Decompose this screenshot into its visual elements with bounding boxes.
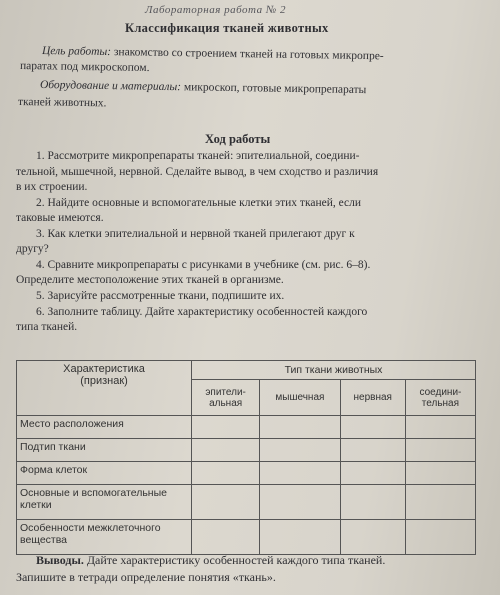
conclusion-text-1: Дайте характеристику особенностей каждого типа тканей.	[86, 553, 386, 567]
row-label-cell-shape: Форма клеток	[17, 462, 192, 485]
equipment-text-2: тканей животных.	[17, 96, 107, 110]
row-label-main-cells: Основные и вспомогательные клетки	[17, 485, 192, 520]
table-cell	[340, 439, 405, 462]
goal-text-1: знакомство со строением тканей на готовых микропре-	[113, 46, 384, 63]
table-cell	[192, 416, 260, 439]
step-line: тельной, мышечной, нервной. Сделайте вывод, в чем сходство и различия	[16, 166, 379, 178]
conclusion-text-2: Запишите в тетради определение понятия «ткань».	[16, 570, 276, 584]
table-cell	[405, 416, 475, 439]
table-cell	[405, 485, 475, 520]
table-row	[17, 439, 476, 462]
step-line: в их строении.	[16, 181, 88, 193]
table-cell	[340, 485, 405, 520]
row-label-subtype: Подтип ткани	[17, 439, 192, 462]
table-cell	[340, 520, 405, 555]
table-row	[17, 520, 476, 555]
goal-line-1	[42, 45, 384, 62]
row-label-intercellular: Особенности межклеточного вещества	[17, 520, 192, 555]
table-header-nervous: нервная	[340, 380, 405, 416]
table-cell	[192, 462, 260, 485]
tissue-characteristics-table	[16, 360, 476, 555]
goal-text-2: паратах под микроскопом.	[19, 60, 150, 75]
table-cell	[192, 485, 260, 520]
table-cell	[260, 439, 340, 462]
table-cell	[340, 462, 405, 485]
table-header-connective: соедини- тельная	[405, 380, 475, 416]
step-line: 3. Как клетки эпителиальной и нервной тканей прилегают друг к	[36, 228, 355, 240]
table-cell	[192, 520, 260, 555]
step-line: 1. Рассмотрите микропрепараты тканей: эпителиальной, соедини-	[36, 150, 360, 162]
conclusion-line-1	[36, 553, 385, 568]
step-line: 4. Сравните микропрепараты с рисунками в учебнике (см. рис. 6–8).	[36, 259, 371, 271]
table-cell	[260, 520, 340, 555]
section-title: Ход работы	[205, 132, 271, 146]
step-line: 6. Заполните таблицу. Дайте характеристику особенностей каждого	[36, 306, 368, 318]
table-cell	[405, 520, 475, 555]
step-line: типа тканей.	[16, 321, 78, 333]
table-cell	[405, 462, 475, 485]
step-line: таковые имеются.	[16, 212, 104, 224]
table-row	[17, 485, 476, 520]
equipment-line-1	[40, 79, 367, 96]
table-row	[17, 416, 476, 439]
lab-work-header: Лабораторная работа № 2	[145, 4, 286, 16]
step-line: другу?	[16, 243, 49, 255]
table-cell	[405, 439, 475, 462]
table-header-tissue-type: Тип ткани животных	[192, 361, 476, 380]
row-label-location: Место расположения	[17, 416, 192, 439]
step-line: Определите местоположение этих тканей в организме.	[16, 274, 284, 286]
conclusion-label: Выводы.	[36, 553, 84, 567]
goal-label: Цель работы:	[41, 45, 112, 59]
table-cell	[260, 416, 340, 439]
lab-work-title: Классификация тканей животных	[125, 21, 329, 35]
equipment-text-1: микроскоп, готовые микропрепараты	[183, 81, 367, 97]
table-cell	[260, 462, 340, 485]
table-row	[17, 462, 476, 485]
table-header-muscle: мышечная	[260, 380, 340, 416]
table-cell	[260, 485, 340, 520]
step-line: 2. Найдите основные и вспомогательные клетки этих тканей, если	[36, 197, 362, 209]
step-line: 5. Зарисуйте рассмотренные ткани, подпишите их.	[36, 290, 285, 302]
table-header-epithelial: эпители- альная	[192, 380, 260, 416]
table-cell	[340, 416, 405, 439]
table-header-characteristic: Характеристика (признак)	[17, 361, 192, 416]
equipment-label: Оборудование и материалы:	[39, 79, 182, 94]
table-cell	[192, 439, 260, 462]
